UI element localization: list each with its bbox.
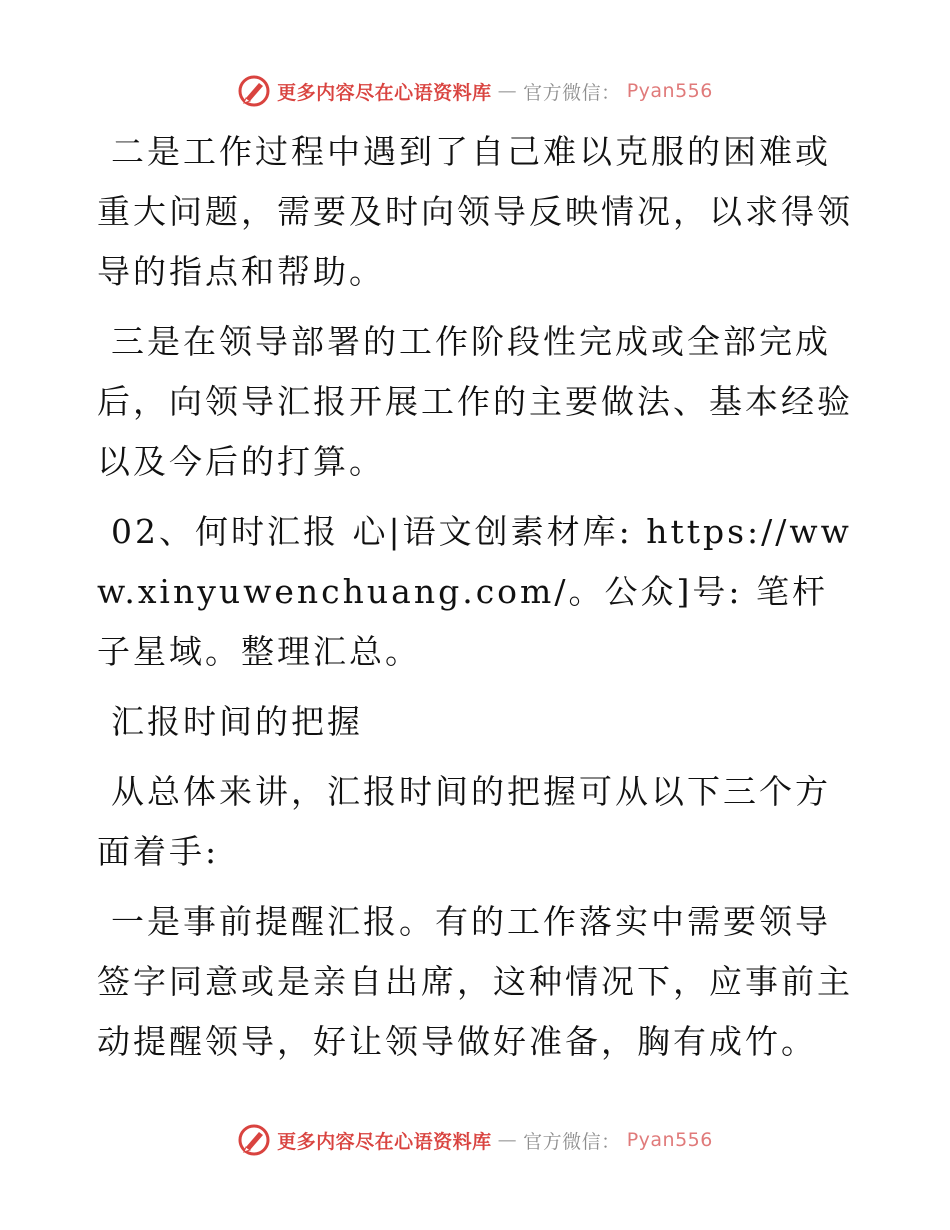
paragraph xyxy=(97,892,857,1072)
paragraph xyxy=(97,122,857,302)
header-watermark-banner xyxy=(0,71,950,111)
paragraph-text: 二是工作过程中遇到了自己难以克服的困难或重大问题，需要及时向领导反映情况，以求得领导的指点和帮助。 xyxy=(97,132,853,291)
banner-wechat-id: Pyan556 xyxy=(626,80,713,102)
banner-contact-label: 官方微信： xyxy=(523,81,621,104)
banner-dash: — xyxy=(497,80,518,102)
paragraph-text: 02、何时汇报 心|语文创素材库: https://www.xinyuwenchuang.com/。公众]号: 笔杆子星域。整理汇总。 xyxy=(97,512,852,671)
pen-circle-logo-icon xyxy=(237,1123,271,1157)
footer-watermark-banner xyxy=(0,1120,950,1160)
pen-circle-logo-icon xyxy=(237,74,271,108)
paragraph-text: 从总体来讲，汇报时间的把握可从以下三个方面着手: xyxy=(97,772,831,871)
section-heading-text: 汇报时间的把握 xyxy=(111,702,363,741)
paragraph xyxy=(97,502,857,682)
document-body xyxy=(97,122,857,1082)
banner-brand-text: 更多内容尽在心语资料库 xyxy=(277,81,492,104)
paragraph-text: 一是事前提醒汇报。有的工作落实中需要领导签字同意或是亲自出席，这种情况下，应事前主动提醒领导，好让领导做好准备，胸有成竹。 xyxy=(97,902,853,1061)
banner-brand-text: 更多内容尽在心语资料库 xyxy=(277,1130,492,1153)
paragraph xyxy=(97,312,857,492)
paragraph-text: 三是在领导部署的工作阶段性完成或全部完成后，向领导汇报开展工作的主要做法、基本经验以及今后的打算。 xyxy=(97,322,853,481)
paragraph xyxy=(97,762,857,882)
banner-contact-label: 官方微信： xyxy=(523,1130,621,1153)
banner-dash: — xyxy=(497,1129,518,1151)
section-heading xyxy=(97,692,857,752)
banner-wechat-id: Pyan556 xyxy=(626,1129,713,1151)
